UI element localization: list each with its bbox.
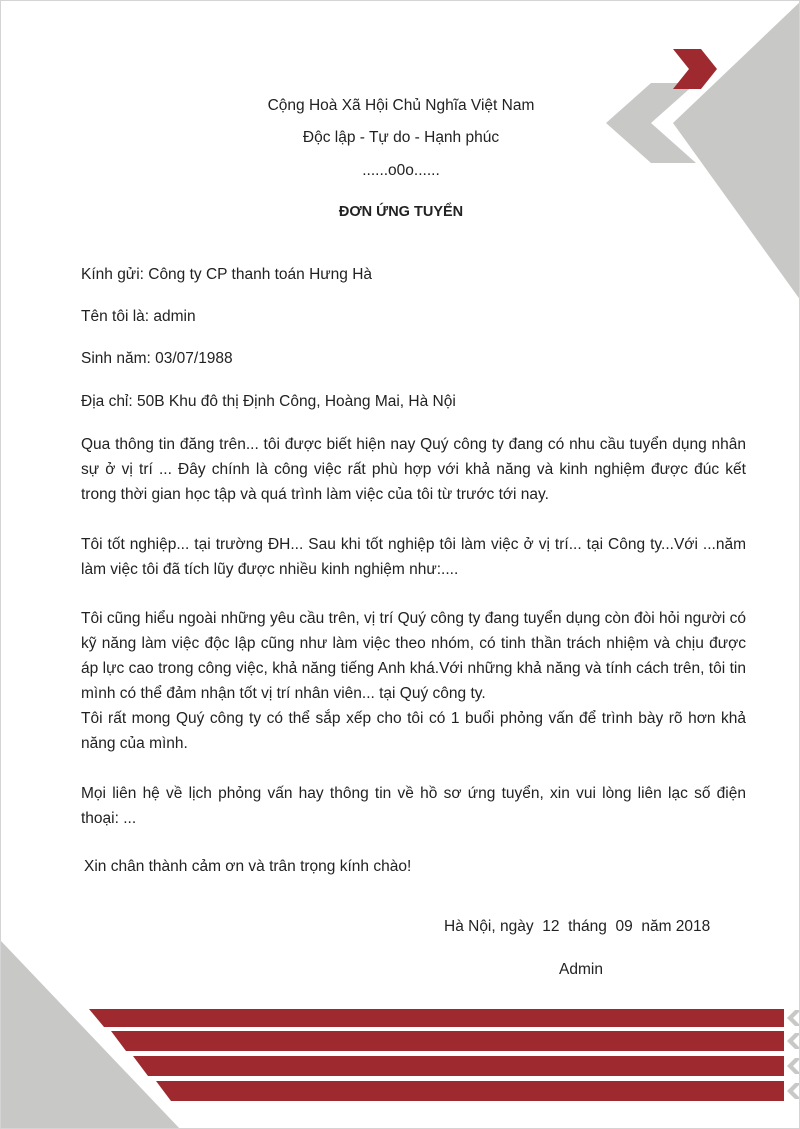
- document-title: ĐƠN ỨNG TUYỂN: [338, 204, 464, 220]
- paragraph-contact: Mọi liên hệ về lịch phỏng vấn hay thông tin về hồ sơ ứng tuyển, xin vui lòng liên lạc số điện thoại: ...: [81, 785, 746, 827]
- address-line: Địa chỉ: 50B Khu đô thị Định Công, Hoàng Mai, Hà Nội: [81, 393, 456, 410]
- paragraph-education: Tôi tốt nghiệp... tại trường ĐH... Sau khi tốt nghiệp tôi làm việc ở vị trí... tại Công ty...Với ...năm làm việc tôi đã tích lũy được nhiều kinh nghiệm như:....: [81, 536, 746, 578]
- recipient-line: Kính gửi: Công ty CP thanh toán Hưng Hà: [81, 266, 373, 283]
- paragraph-skills: Tôi cũng hiểu ngoài những yêu cầu trên, vị trí Quý công ty đang tuyển dụng còn đòi hỏi người có kỹ năng làm việc độc lập cũng như làm việc theo nhóm, có tinh thần trách nhiệm và chịu được áp lực cao trong công việc, khả năng tiếng Anh khá.Với những khả năng và tính cách trên, tôi tin mình có thể đảm nhận tốt vị trí nhân viên... tại Quý công ty.: [81, 610, 746, 702]
- paragraph-interview-request: Tôi rất mong Quý công ty có thể sắp xếp cho tôi có 1 buổi phỏng vấn để trình bày rõ hơn khả năng của mình.: [81, 710, 746, 752]
- gray-mini-chevron-2: [787, 1033, 800, 1049]
- red-stripe-2: [111, 1031, 784, 1051]
- red-stripe-4: [156, 1081, 784, 1101]
- paragraph-intro: Qua thông tin đăng trên... tôi được biết hiện nay Quý công ty đang có nhu cầu tuyển dụng nhân sự ở vị trí ... Đây chính là công việc rất phù hợp với khả năng và kinh nghiệm được đúc kết trong thời gian học tập và quá trình làm việc của tôi từ trước tới nay.: [81, 436, 746, 503]
- red-chevron: [673, 49, 717, 89]
- red-stripe-1: [89, 1009, 784, 1027]
- gray-mini-chevron-4: [787, 1083, 800, 1099]
- signature-name: Admin: [559, 961, 603, 978]
- gray-mini-chevron-1: [787, 1010, 800, 1026]
- birth-year-line: Sinh năm: 03/07/1988: [81, 350, 233, 367]
- country-name: Cộng Hoà Xã Hội Chủ Nghĩa Việt Nam: [267, 97, 535, 114]
- gray-corner-triangle-top: [673, 1, 800, 301]
- header-separator: ......o0o......: [362, 162, 440, 179]
- closing-line: Xin chân thành cảm ơn và trân trọng kính chào!: [84, 858, 412, 875]
- signature-date: Hà Nội, ngày 12 tháng 09 năm 2018: [444, 918, 711, 935]
- red-stripe-3: [133, 1056, 784, 1076]
- applicant-name-line: Tên tôi là: admin: [81, 308, 196, 325]
- gray-mini-chevron-3: [787, 1058, 800, 1074]
- national-motto: Độc lập - Tự do - Hạnh phúc: [302, 129, 500, 146]
